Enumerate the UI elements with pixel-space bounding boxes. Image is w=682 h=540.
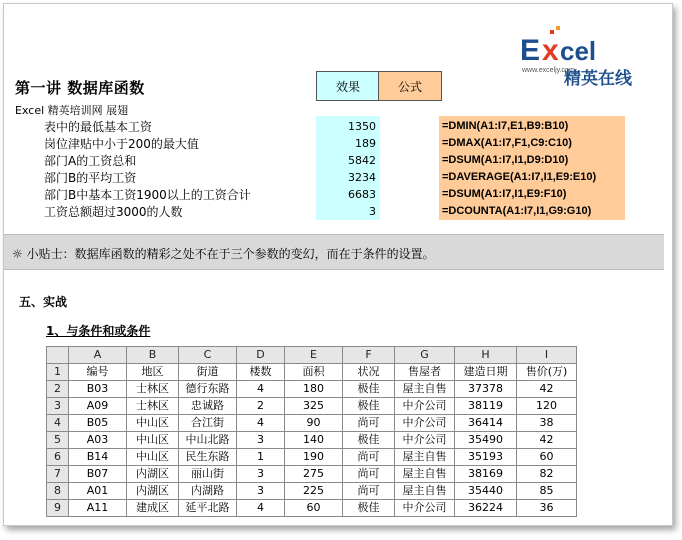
cell[interactable]: 2 — [237, 398, 285, 415]
excel-logo-icon — [520, 24, 660, 92]
subsection-heading: 1、与条件和或条件 — [46, 324, 151, 338]
cell[interactable]: 35490 — [455, 432, 517, 449]
subtitle: Excel 精英培训网 展翅 — [15, 104, 129, 117]
column-letter[interactable]: G — [395, 347, 455, 364]
cell[interactable]: 合江街 — [179, 415, 237, 432]
column-letter[interactable]: H — [455, 347, 517, 364]
cell[interactable]: 屋主自售 — [395, 466, 455, 483]
result-value[interactable]: 189 — [355, 137, 376, 150]
cell[interactable]: 38169 — [455, 466, 517, 483]
result-label: 表中的最低基本工资 — [44, 120, 153, 134]
row-number[interactable]: 8 — [47, 483, 69, 500]
result-label: 部门A的工资总和 — [44, 154, 137, 168]
cell[interactable]: 延平北路 — [179, 500, 237, 517]
result-value[interactable]: 3234 — [348, 171, 376, 184]
result-value[interactable]: 6683 — [348, 188, 376, 201]
table-row — [47, 500, 577, 517]
result-formula[interactable]: =DCOUNTA(A1:I7,I1,G9:G10) — [442, 205, 592, 217]
row-number[interactable]: 3 — [47, 398, 69, 415]
cell[interactable]: 42 — [517, 432, 577, 449]
row-number[interactable]: 1 — [47, 364, 69, 381]
result-label: 部门B中基本工资1900以上的工资合计 — [44, 188, 251, 202]
cell[interactable]: 85 — [517, 483, 577, 500]
result-value[interactable]: 3 — [369, 205, 376, 218]
result-formula[interactable]: =DSUM(A1:I7,I1,E9:F10) — [442, 188, 567, 200]
document-frame — [3, 3, 673, 526]
cell[interactable]: 民生东路 — [179, 449, 237, 466]
cell[interactable]: 3 — [237, 483, 285, 500]
row-number[interactable]: 6 — [47, 449, 69, 466]
cell[interactable]: 极佳 — [343, 398, 395, 415]
cell[interactable]: 38119 — [455, 398, 517, 415]
header-cell[interactable]: 地区 — [127, 364, 179, 381]
cell[interactable]: 内湖区 — [127, 483, 179, 500]
cell[interactable]: B03 — [69, 381, 127, 398]
cell[interactable]: 中山区 — [127, 432, 179, 449]
tab-effect[interactable]: 效果 — [316, 71, 380, 101]
svg-text:精英在线: 精英在线 — [564, 69, 632, 89]
cell[interactable]: 尚可 — [343, 415, 395, 432]
cell[interactable]: 180 — [285, 381, 343, 398]
cell[interactable]: 140 — [285, 432, 343, 449]
cell[interactable]: B07 — [69, 466, 127, 483]
cell[interactable]: 极佳 — [343, 500, 395, 517]
table-row — [47, 398, 577, 415]
cell[interactable]: 82 — [517, 466, 577, 483]
cell[interactable]: 36224 — [455, 500, 517, 517]
result-label: 岗位津贴中小于200的最大值 — [44, 137, 199, 151]
result-value[interactable]: 5842 — [348, 154, 376, 167]
tip-text: ☼ 小贴士：数据库函数的精彩之处不在于三个参数的变幻，而在于条件的设置。 — [12, 247, 435, 261]
result-formula[interactable]: =DMIN(A1:I7,E1,B9:B10) — [442, 120, 569, 132]
cell[interactable]: 36414 — [455, 415, 517, 432]
cell[interactable]: 中介公司 — [395, 500, 455, 517]
svg-text:x: x — [542, 34, 559, 67]
cell[interactable]: 60 — [285, 500, 343, 517]
cell[interactable]: 37378 — [455, 381, 517, 398]
cell[interactable]: 内湖路 — [179, 483, 237, 500]
cell[interactable]: 225 — [285, 483, 343, 500]
result-label: 部门B的平均工资 — [44, 171, 137, 185]
row-number[interactable]: 2 — [47, 381, 69, 398]
cell[interactable]: 35440 — [455, 483, 517, 500]
cell[interactable]: 尚可 — [343, 449, 395, 466]
cell[interactable]: A01 — [69, 483, 127, 500]
cell[interactable]: 内湖区 — [127, 466, 179, 483]
table-header-row — [47, 364, 577, 381]
select-all-corner[interactable] — [47, 347, 69, 364]
header-cell[interactable]: 面积 — [285, 364, 343, 381]
column-letter[interactable]: F — [343, 347, 395, 364]
cell[interactable]: 极佳 — [343, 381, 395, 398]
cell[interactable]: 1 — [237, 449, 285, 466]
cell[interactable]: 屋主自售 — [395, 483, 455, 500]
cell[interactable]: 4 — [237, 415, 285, 432]
page-title: 第一讲 数据库函数 — [15, 79, 145, 97]
column-letter[interactable]: E — [285, 347, 343, 364]
cell[interactable]: 36 — [517, 500, 577, 517]
header-cell[interactable]: 建造日期 — [455, 364, 517, 381]
cell[interactable]: 中介公司 — [395, 415, 455, 432]
cell[interactable]: 120 — [517, 398, 577, 415]
cell[interactable]: 建成区 — [127, 500, 179, 517]
cell[interactable]: 中山区 — [127, 449, 179, 466]
svg-text:cel: cel — [560, 36, 597, 66]
section-heading: 五、实战 — [19, 295, 68, 309]
cell[interactable]: A11 — [69, 500, 127, 517]
cell[interactable]: 35193 — [455, 449, 517, 466]
header-cell[interactable]: 街道 — [179, 364, 237, 381]
result-formula[interactable]: =DSUM(A1:I7,I1,D9:D10) — [442, 154, 569, 166]
cell[interactable]: 42 — [517, 381, 577, 398]
cell[interactable]: 中介公司 — [395, 398, 455, 415]
cell[interactable]: 士林区 — [127, 398, 179, 415]
cell[interactable]: 4 — [237, 500, 285, 517]
header-cell[interactable]: 编号 — [69, 364, 127, 381]
cell[interactable]: 士林区 — [127, 381, 179, 398]
table-row — [47, 381, 577, 398]
cell[interactable]: 德行东路 — [179, 381, 237, 398]
excel-logo — [520, 24, 660, 92]
cell[interactable]: 4 — [237, 381, 285, 398]
cell[interactable]: 3 — [237, 466, 285, 483]
column-letter[interactable]: A — [69, 347, 127, 364]
column-letter[interactable]: I — [517, 347, 577, 364]
cell[interactable]: 38 — [517, 415, 577, 432]
result-formula[interactable]: =DMAX(A1:I7,F1,C9:C10) — [442, 137, 572, 149]
column-letter[interactable]: D — [237, 347, 285, 364]
table-row — [47, 432, 577, 449]
header-cell[interactable]: 楼数 — [237, 364, 285, 381]
svg-text:E: E — [520, 34, 541, 67]
cell[interactable]: 190 — [285, 449, 343, 466]
result-label: 工资总额超过3000的人数 — [44, 205, 183, 219]
cell[interactable]: A03 — [69, 432, 127, 449]
row-number[interactable]: 5 — [47, 432, 69, 449]
cell[interactable]: 极佳 — [343, 432, 395, 449]
tab-formula[interactable]: 公式 — [378, 71, 442, 101]
cell[interactable]: 尚可 — [343, 466, 395, 483]
spreadsheet-grid — [46, 346, 577, 517]
cell[interactable]: 丽山街 — [179, 466, 237, 483]
table-row — [47, 415, 577, 432]
cell[interactable]: 中介公司 — [395, 432, 455, 449]
cell[interactable]: 屋主自售 — [395, 381, 455, 398]
cell[interactable]: 中山区 — [127, 415, 179, 432]
header-cell[interactable]: 售价(万) — [517, 364, 577, 381]
cell[interactable]: 325 — [285, 398, 343, 415]
table-row — [47, 466, 577, 483]
cell[interactable]: B14 — [69, 449, 127, 466]
row-number[interactable]: 4 — [47, 415, 69, 432]
cell[interactable]: 90 — [285, 415, 343, 432]
row-number[interactable]: 7 — [47, 466, 69, 483]
cell[interactable]: 275 — [285, 466, 343, 483]
result-value[interactable]: 1350 — [348, 120, 376, 133]
cell[interactable]: 尚可 — [343, 483, 395, 500]
cell[interactable]: A09 — [69, 398, 127, 415]
result-formula[interactable]: =DAVERAGE(A1:I7,I1,E9:E10) — [442, 171, 597, 183]
table-row — [47, 449, 577, 466]
cell[interactable]: 屋主自售 — [395, 449, 455, 466]
cell[interactable]: B05 — [69, 415, 127, 432]
cell[interactable]: 60 — [517, 449, 577, 466]
cell[interactable]: 中山北路 — [179, 432, 237, 449]
cell[interactable]: 忠诚路 — [179, 398, 237, 415]
column-letter[interactable]: C — [179, 347, 237, 364]
header-cell[interactable]: 售屋者 — [395, 364, 455, 381]
row-number[interactable]: 9 — [47, 500, 69, 517]
table-row — [47, 483, 577, 500]
column-header-row — [47, 347, 577, 364]
cell[interactable]: 3 — [237, 432, 285, 449]
header-cell[interactable]: 状况 — [343, 364, 395, 381]
svg-text:www.exceljy.com: www.exceljy.com — [522, 67, 575, 74]
column-letter[interactable]: B — [127, 347, 179, 364]
